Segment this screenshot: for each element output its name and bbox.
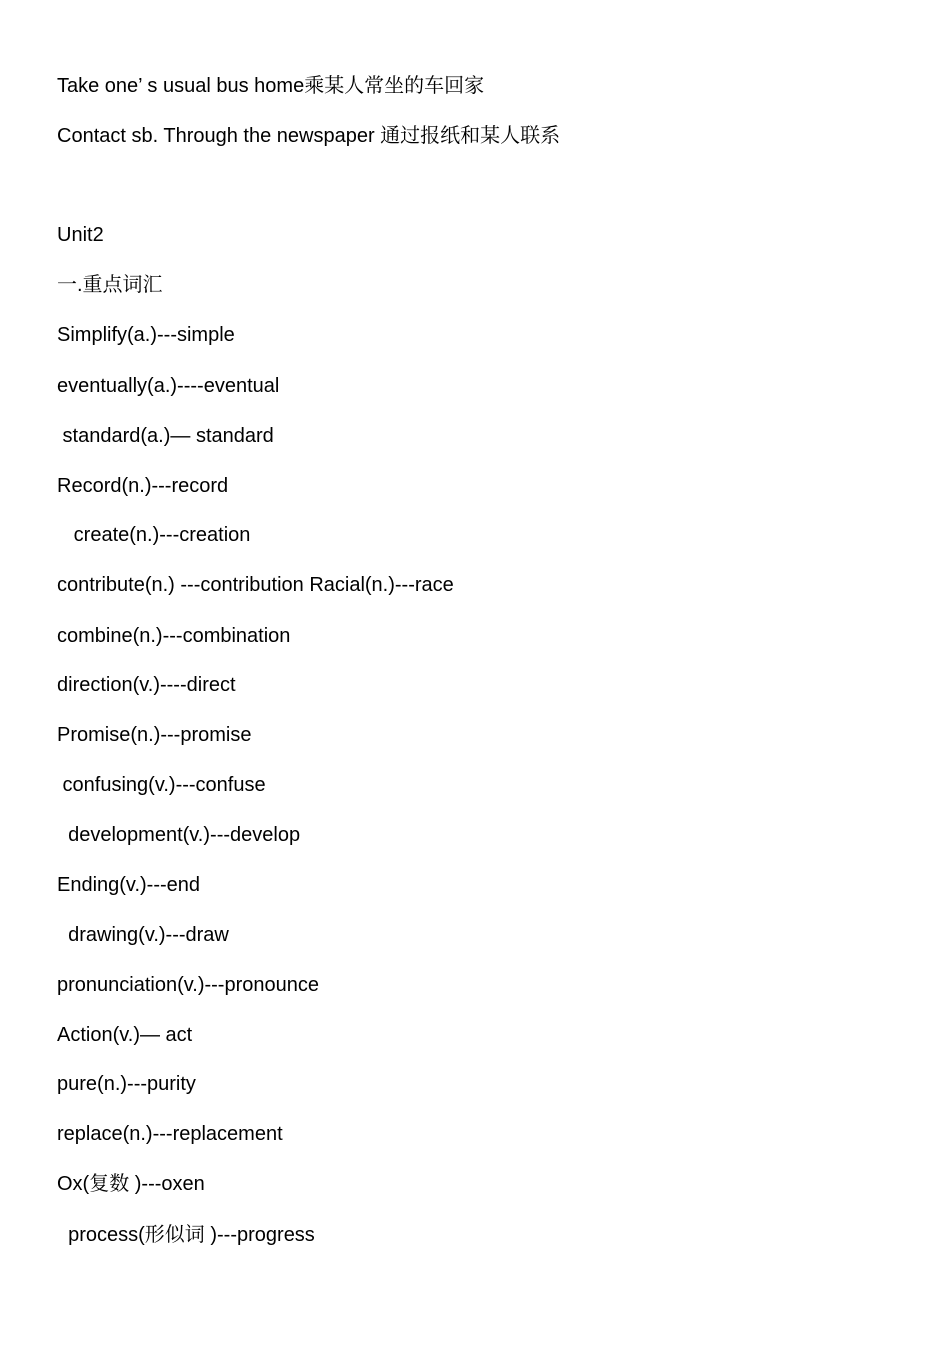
vocab-line: eventually(a.)----eventual — [57, 375, 280, 397]
vocab-line: replace(n.)---replacement — [57, 1123, 283, 1145]
vocab-line: contribute(n.) ---contribution Racial(n.)---race — [57, 574, 454, 596]
section-heading: 一.重点词汇 — [57, 274, 163, 296]
vocab-line: confusing(v.)---confuse — [57, 774, 266, 796]
vocab-line: create(n.)---creation — [57, 524, 251, 546]
vocab-line: development(v.)---develop — [57, 824, 301, 846]
vocab-line: Ox(复数 )---oxen — [57, 1173, 205, 1195]
vocab-line: direction(v.)----direct — [57, 674, 236, 696]
phrase-line: Take one’ s usual bus home乘某人常坐的车回家 — [57, 75, 485, 97]
vocab-line: pure(n.)---purity — [57, 1073, 196, 1095]
vocab-line: pronunciation(v.)---pronounce — [57, 974, 319, 996]
vocab-line: combine(n.)---combination — [57, 625, 291, 647]
phrase-line: Contact sb. Through the newspaper 通过报纸和某人联系 — [57, 125, 561, 147]
vocab-line: standard(a.)— standard — [57, 425, 274, 447]
vocab-line: drawing(v.)---draw — [57, 924, 229, 946]
vocab-line: Promise(n.)---promise — [57, 724, 252, 746]
vocab-line: Action(v.)— act — [57, 1024, 193, 1046]
vocab-line: process(形似词 )---progress — [57, 1224, 315, 1246]
unit-title: Unit2 — [57, 224, 104, 246]
vocab-line: Ending(v.)---end — [57, 874, 201, 896]
vocab-line: Simplify(a.)---simple — [57, 324, 235, 346]
vocab-line: Record(n.)---record — [57, 475, 229, 497]
